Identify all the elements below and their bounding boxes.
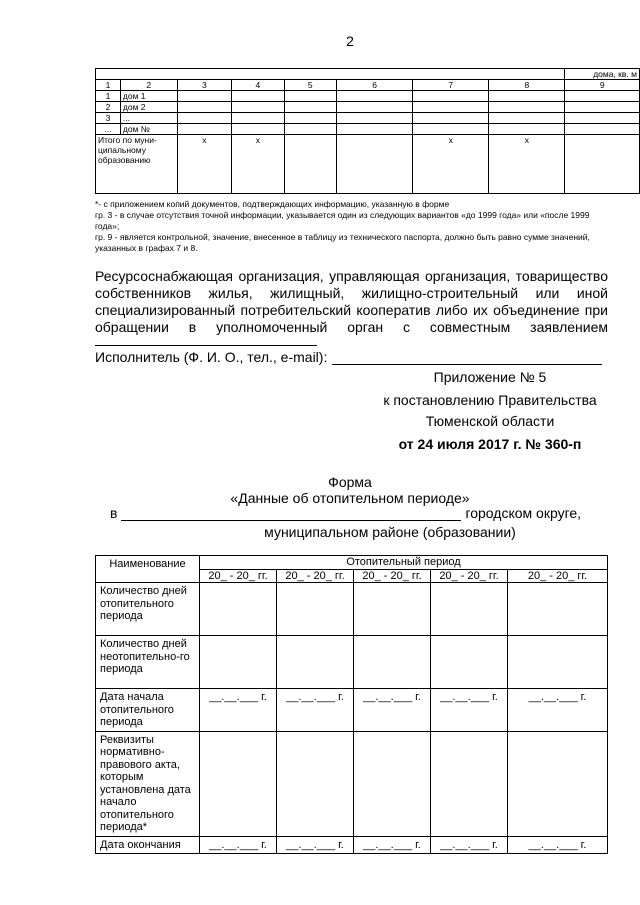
header-dom-kv-m: дома, кв. м (565, 69, 640, 80)
table-row: Дата окончания __.__.___ г. __.__.___ г. __.__.___ г. __.__.___ г. __.__.___ г. (96, 836, 608, 854)
total-row: Итого по муни-ципальному образованию х х х х (96, 135, 640, 194)
table-row: Дата начала отопительного периода __.__.___ г. __.__.___ г. __.__.___ г. __.__.___ г. __.__.___ г. (96, 689, 608, 732)
appendix-decree: к постановлению Правительства (383, 392, 597, 408)
table-row: Количество дней неотопительно-го периода (96, 636, 608, 689)
executor-label: Исполнитель (Ф. И. О., тел., e-mail): (95, 349, 328, 365)
footnote: *- с приложением копий документов, подтверждающих информацию, указанную в форме (95, 199, 450, 209)
appendix-date: от 24 июля 2017 г. № 360-п (398, 436, 582, 452)
footnotes (95, 199, 608, 254)
table-row: Реквизиты нормативно-правового акта, которым установлена дата начало отопительного периода* (96, 731, 608, 836)
executor-row (95, 349, 605, 365)
housing-table (95, 68, 640, 194)
header-name: Наименование (96, 556, 200, 583)
signature-line (95, 345, 317, 346)
form-title: «Данные об отопительном периоде» (230, 490, 470, 506)
table-row: ... дом № (96, 124, 640, 135)
organization-paragraph: Ресурсоснабжающая организация, управляющая организация, товарищество собственников жилья, жилищный, жилищно-строительный или иной специализированный потребительский кооператив либо их объединение при обращении в уполномоченный орган с совместным заявлением (95, 268, 608, 335)
appendix-number: Приложение № 5 (433, 369, 547, 385)
form-label: Форма (328, 474, 372, 490)
heating-period-table (95, 555, 608, 854)
table-row: 2 дом 2 (96, 102, 640, 113)
header-period: Отопительный период (200, 556, 608, 570)
appendix-region: Тюменской области (425, 413, 555, 429)
page-number: 2 (346, 33, 354, 49)
column-numbers-row: 1 2 3 4 5 6 7 8 9 (96, 80, 640, 91)
footnote: гр. 9 - является контрольной, значение, внесенное в таблицу из технического паспорта, должно быть равно сумме значений, указанных в графах 7 и 8. (95, 232, 590, 253)
footnote: гр. 3 - в случае отсутствия точной информации, указывается один из следующих вариантов «до 1999 года» или «после 1999 года»; (95, 210, 590, 231)
executor-field[interactable] (332, 350, 602, 365)
municipality-row: в городском округе, (110, 505, 582, 521)
municipality-field[interactable] (121, 506, 461, 521)
table-row: Количество дней отопительного периода (96, 583, 608, 636)
period-header-row: 20_ - 20_ гг. 20_ - 20_ гг. 20_ - 20_ гг. 20_ - 20_ гг. 20_ - 20_ гг. (96, 569, 608, 583)
municipality-line2: муниципальном районе (образовании) (264, 524, 516, 540)
table-row: 3 ... (96, 113, 640, 124)
table-row: 1 дом 1 (96, 91, 640, 102)
